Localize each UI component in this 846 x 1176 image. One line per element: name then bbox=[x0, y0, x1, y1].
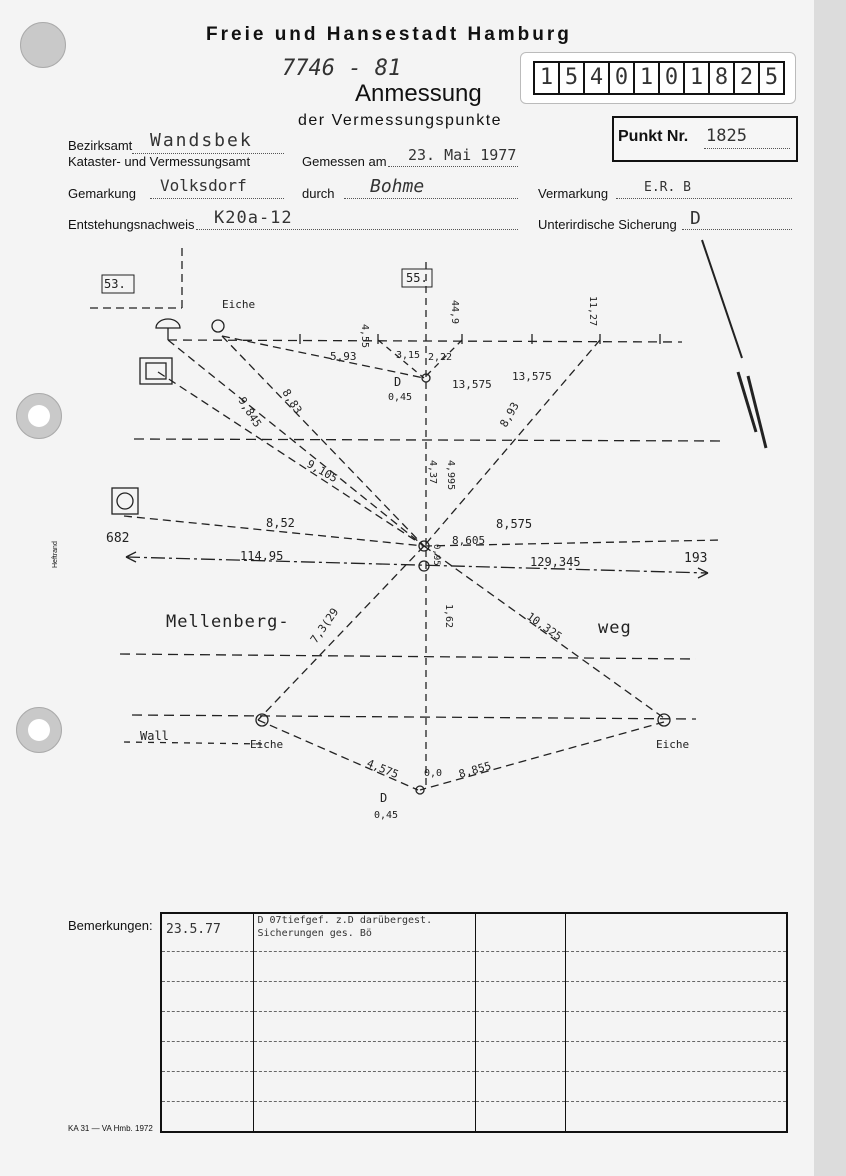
unterirdisch-label: Unterirdische Sicherung bbox=[538, 217, 677, 232]
page-title: Anmessung bbox=[355, 80, 482, 107]
vermarkung-value: E.R. B bbox=[644, 180, 691, 195]
measure-8-855: 8,855 bbox=[457, 759, 493, 781]
ref-193: 193 bbox=[684, 551, 708, 566]
street-right-label: weg bbox=[598, 618, 632, 638]
remarks-label: Bemerkungen: bbox=[68, 918, 153, 933]
ref-682: 682 bbox=[106, 531, 130, 546]
wall-label: Wall bbox=[140, 729, 169, 743]
remarks-table bbox=[160, 912, 788, 1133]
measure-13-575-a: 13,575 bbox=[452, 378, 492, 391]
measure-4-575: 4,575 bbox=[364, 756, 401, 782]
d-top-label: D bbox=[394, 375, 402, 389]
remarks-line-1: D 07tiefgef. z.D darübergest. bbox=[257, 915, 433, 926]
measure-8-93: 8,93 bbox=[497, 400, 522, 430]
measure-8-575: 8,575 bbox=[496, 517, 533, 531]
measure-4-37: 4,37 bbox=[427, 460, 438, 485]
d-bottom-label: D bbox=[380, 791, 388, 805]
measure-0-95: 0,95 bbox=[431, 544, 441, 566]
measure-2-22: 2,22 bbox=[428, 352, 453, 363]
id-digit: 1 bbox=[685, 63, 710, 93]
measure-7-329: 7,3(29 bbox=[307, 605, 342, 646]
id-digit: 1 bbox=[635, 63, 660, 93]
remarks-date: 23.5.77 bbox=[161, 913, 253, 952]
authority-heading: Freie und Hansestadt Hamburg bbox=[206, 24, 572, 45]
form-footer: KA 31 — VA Hmb. 1972 bbox=[68, 1124, 153, 1133]
measure-44-9: 44,9 bbox=[449, 300, 460, 325]
punkt-label: Punkt Nr. bbox=[618, 128, 689, 145]
id-digit: 5 bbox=[560, 63, 585, 93]
vermarkung-label: Vermarkung bbox=[538, 186, 609, 201]
durch-label: durch bbox=[302, 186, 335, 201]
remarks-text bbox=[253, 913, 475, 952]
page-subtitle: der Vermessungspunkte bbox=[298, 112, 503, 129]
handwritten-reference: 7746 - 81 bbox=[282, 56, 402, 81]
kataster-label: Kataster- und Vermessungsamt bbox=[68, 154, 251, 169]
gemessen-label: Gemessen am bbox=[302, 154, 387, 169]
measure-9-845: 9,845 bbox=[235, 394, 265, 430]
durch-value: Bohme bbox=[370, 176, 425, 197]
remarks-line-2: Sicherungen ges. Bö bbox=[257, 928, 372, 939]
measure-9-105: 9,105 bbox=[304, 457, 340, 486]
measure-5-93: 5,93 bbox=[330, 350, 357, 363]
measure-129-345: 129,345 bbox=[530, 555, 581, 569]
measure-4-55: 4,55 bbox=[359, 324, 370, 349]
measure-8-605: 8,605 bbox=[452, 534, 486, 547]
measure-114-95: 114,95 bbox=[240, 549, 284, 563]
ref-53: 53. bbox=[104, 277, 126, 291]
measure-0-0: 0,0 bbox=[424, 768, 443, 779]
bezirksamt-label: Bezirksamt bbox=[68, 138, 133, 153]
measure-3-15: 3,15 bbox=[396, 350, 421, 361]
measure-1-62: 1,62 bbox=[443, 604, 454, 629]
id-digit: 2 bbox=[735, 63, 760, 93]
measure-4-995: 4,995 bbox=[445, 460, 456, 491]
measure-10-325: 10,325 bbox=[524, 609, 565, 644]
measure-13-575-b: 13,575 bbox=[512, 370, 552, 383]
d-top-depth: 0,45 bbox=[388, 392, 413, 403]
d-bottom-depth: 0,45 bbox=[374, 810, 399, 821]
unterirdisch-value: D bbox=[690, 208, 701, 229]
entstehung-label: Entstehungsnachweis bbox=[68, 217, 195, 232]
measure-8-83: 8,83 bbox=[279, 386, 305, 417]
gemarkung-value: Volksdorf bbox=[160, 176, 247, 195]
gemessen-value: 23. Mai 1977 bbox=[408, 146, 517, 164]
eiche-right-label: Eiche bbox=[656, 738, 690, 751]
measure-11-27: 11,27 bbox=[587, 296, 598, 327]
eiche-top-label: Eiche bbox=[222, 298, 256, 311]
street-left-label: Mellenberg- bbox=[166, 612, 290, 632]
ref-55: 55. bbox=[406, 271, 428, 285]
id-digit: 0 bbox=[610, 63, 635, 93]
id-digit: 8 bbox=[710, 63, 735, 93]
id-digit: 4 bbox=[585, 63, 610, 93]
bezirksamt-value: Wandsbek bbox=[150, 130, 253, 151]
binding-margin-label: Heftrand bbox=[52, 541, 59, 568]
id-digit: 1 bbox=[535, 63, 560, 93]
id-digit: 0 bbox=[660, 63, 685, 93]
measure-8-52: 8,52 bbox=[266, 516, 295, 530]
scan-edge bbox=[814, 0, 846, 1176]
punkt-value: 1825 bbox=[706, 126, 747, 146]
id-digit: 5 bbox=[764, 65, 779, 90]
gemarkung-label: Gemarkung bbox=[68, 186, 136, 201]
eiche-left-label: Eiche bbox=[250, 738, 284, 751]
entstehung-value: K20a-12 bbox=[214, 208, 293, 228]
